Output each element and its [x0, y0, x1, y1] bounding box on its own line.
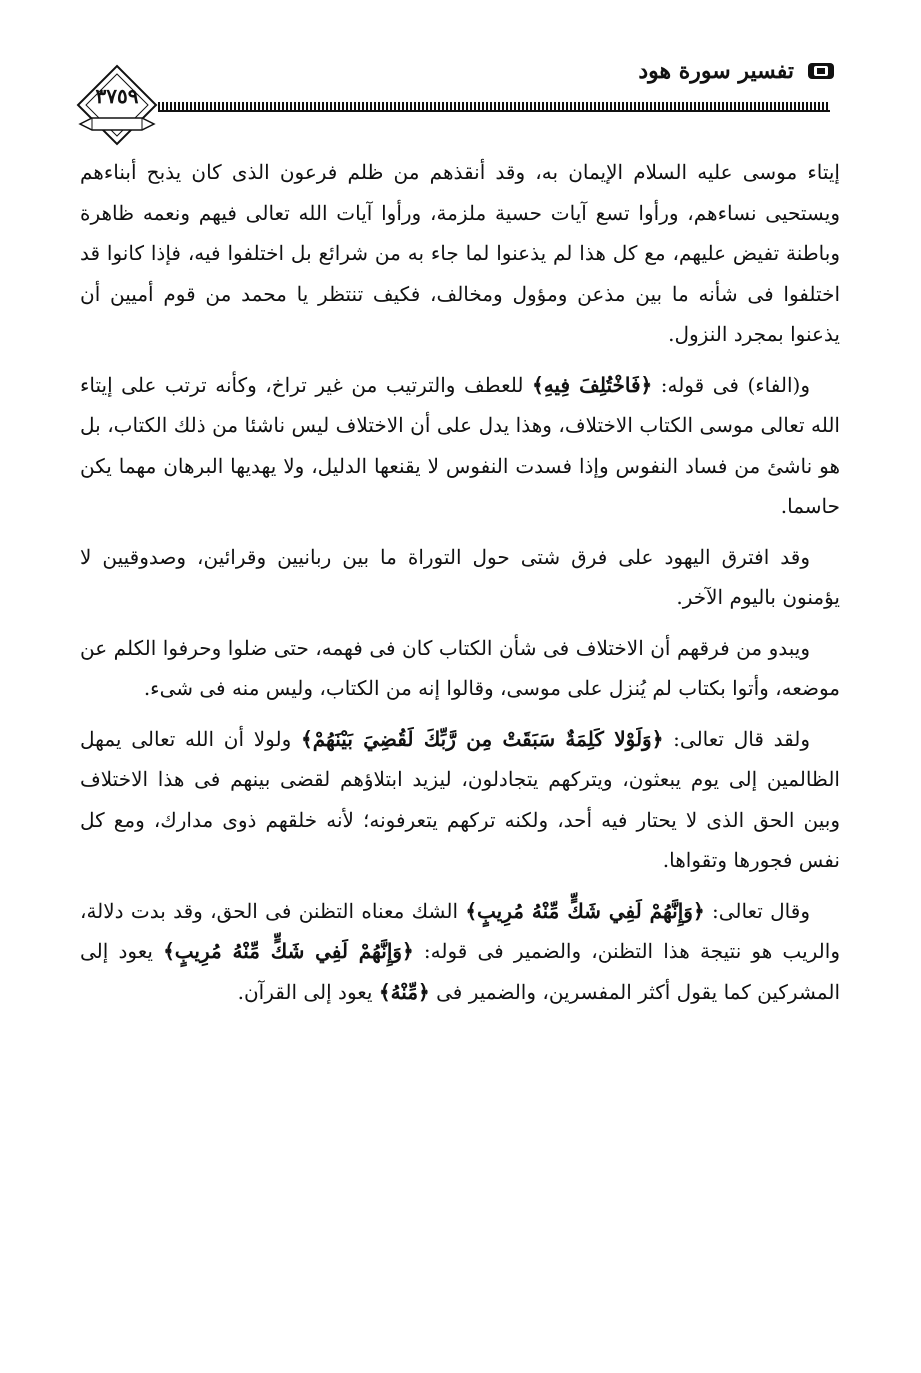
body-text — [80, 152, 840, 1022]
paragraph — [80, 365, 840, 527]
paragraph-text: وقد افترق اليهود على فرق شتى حول التوراة ما بين ربانيين وقرائين، وصدوقيين لا يؤمنون باليوم الآخر. — [80, 544, 840, 609]
paragraph-text: ولقد قال تعالى: — [663, 726, 811, 751]
paragraph-text: يعود إلى المشركين كما يقول أكثر المفسرين، والضمير فى — [80, 939, 840, 1004]
paragraph-text: و(الفاء) فى قوله: — [652, 372, 810, 397]
quran-quote: ﴿مِّنْهُ﴾ — [378, 979, 430, 1004]
paragraph — [80, 152, 840, 355]
paragraph-text: إيتاء موسى عليه السلام الإيمان به، وقد أنقذهم من ظلم فرعون الذى كان يذبح أبناءهم ويستحيى نساءهم، ورأوا تسع آيات حسية ملزمة، ورأوا آيات الله تعالى فيهم ونعمه ظاهرة وباطنة تفيض عليهم، مع كل هذا لم يذعنوا لما جاء به من شرائع بل اختلفوا فيه، فإذا كانوا قد اختلفوا فى شأنه ما بين مذعن ومؤول ومخالف، فكيف تنتظر يا محمد من قوم أميين أن يذعنوا بمجرد النزول. — [80, 160, 840, 346]
ornament-icon — [806, 60, 836, 82]
paragraph — [80, 537, 840, 618]
paragraph — [80, 891, 840, 1013]
quran-quote: ﴿وَإِنَّهُمْ لَفِي شَكٍّ مِّنْهُ مُرِيبٍ﴾ — [163, 939, 414, 963]
paragraph-text: ويبدو من فرقهم أن الاختلاف فى شأن الكتاب كان فى فهمه، حتى ضلوا وحرفوا الكلم عن موضعه، وأتوا بكتاب لم يُنزل على موسى، وقالوا إنه من الكتاب، وليس منه فى شىء. — [80, 635, 840, 700]
paragraph-text: وقال تعالى: — [704, 898, 810, 923]
paragraph — [80, 628, 840, 709]
running-title: تفسير سورة هود — [638, 58, 794, 84]
paragraph — [80, 719, 840, 881]
header-rule-ornament — [158, 102, 830, 110]
paragraph-text: للعطف والترتيب من غير تراخ، وكأنه ترتب على إيتاء الله تعالى موسى الكتاب الاختلاف، وهذا يدل على أن الاختلاف ليس ناشئا من ذلك الكتاب، بل هو ناشئ من فساد النفوس وإذا فسدت النفوس لا يقنعها الدليل، ولا يهديها البرهان مهما يكن حاسما. — [80, 372, 840, 518]
paragraph-text: ولولا أن الله تعالى يمهل الظالمين إلى يوم يبعثون، ويتركهم يتجادلون، ليزيد ابتلاؤهم لقضى بينهم فى هذا الاختلاف وبين الحق الذى لا يحتار فيه أحد، ولكنه تركهم يتعرفونه؛ لأنه خلقهم ذوى مدارك، ومع كل نفس فجورها وتقواها. — [80, 726, 840, 872]
page-number: ٣٧٥٩ — [95, 84, 139, 108]
paragraph-text: الشك معناه التظنن فى الحق، وقد بدت دلالة، والريب هو نتيجة هذا التظنن، والضمير فى قوله: — [80, 898, 840, 963]
quran-quote: ﴿فَاخْتُلِفَ فِيهِ﴾ — [531, 372, 653, 397]
header-rule-line — [158, 110, 830, 112]
quran-quote: ﴿وَإِنَّهُمْ لَفِي شَكٍّ مِّنْهُ مُرِيبٍ﴾ — [465, 898, 705, 923]
page-header — [70, 52, 840, 152]
quran-quote: ﴿وَلَوْلا كَلِمَةٌ سَبَقَتْ مِن رَّبِّكَ لَقُضِيَ بَيْنَهُمْ﴾ — [301, 726, 664, 751]
paragraph-text: يعود إلى القرآن. — [237, 979, 379, 1004]
